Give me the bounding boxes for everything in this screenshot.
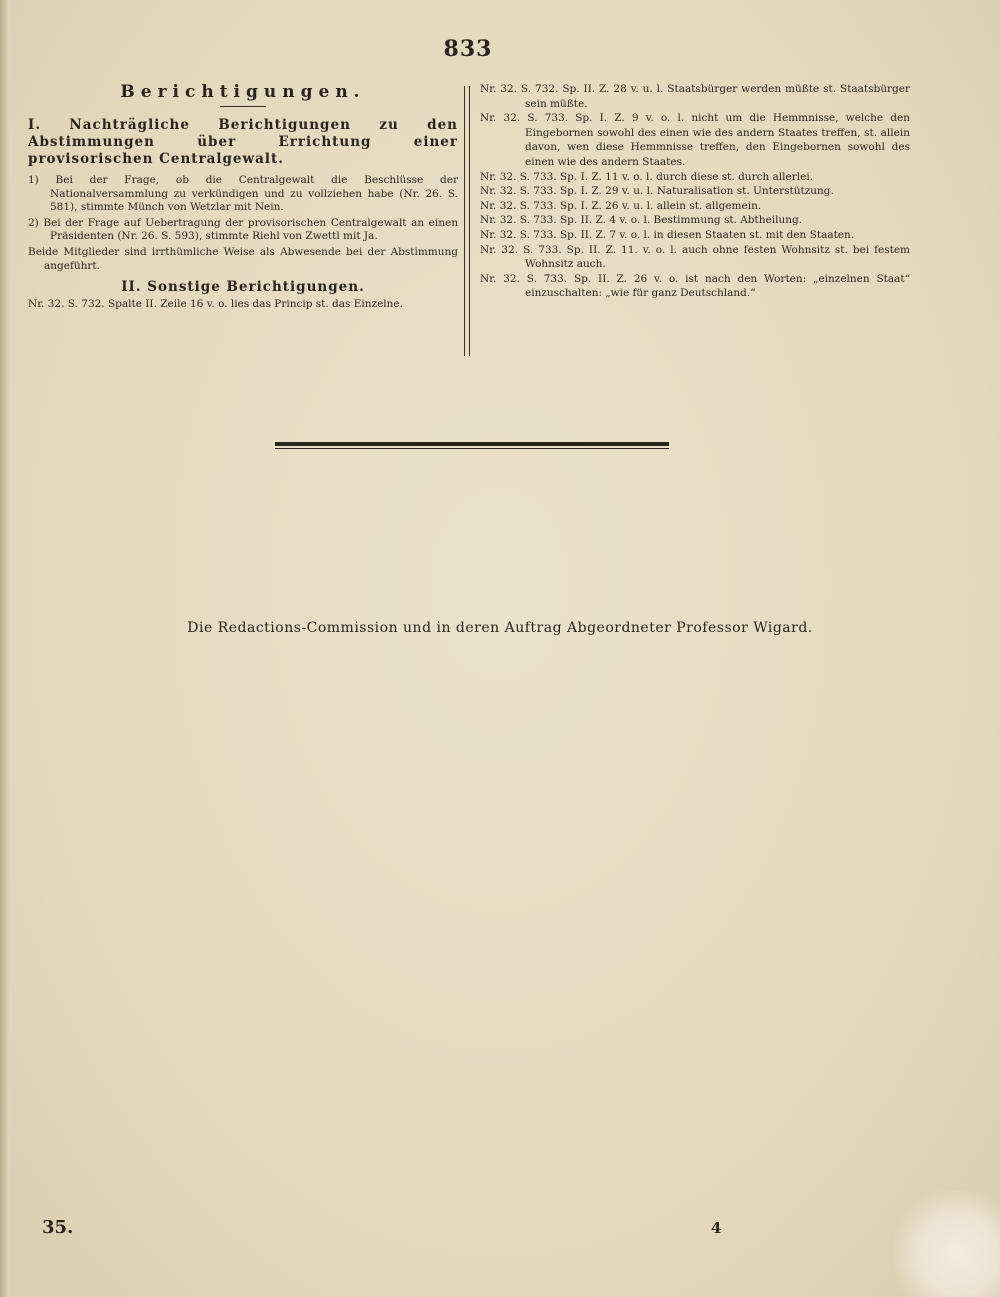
correction-entry: Nr. 32. S. 733. Sp. II. Z. 7 v. o. l. in diesen Staaten st. mit den Staaten. <box>480 228 855 241</box>
section1-entry <box>28 217 458 244</box>
section1-title: I. Nachträgliche Berichtigungen zu den Abstimmungen über Errichtung einer provisorischen Centralgewalt. <box>28 117 458 167</box>
heading-rule <box>220 106 266 107</box>
correction-entry: Nr. 32. S. 733. Sp. II. Z. 26 v. o. ist nach den Worten: „einzelnen Staat“ einzuschalten: „wie für ganz Deutschland.“ <box>480 272 910 300</box>
corrections-heading: Berichtigungen. <box>120 82 366 102</box>
correction-entry: Nr. 32. S. 733. Sp. I. Z. 11 v. o. l. durch diese st. durch allerlei. <box>480 170 814 183</box>
correction-entry: Nr. 32. S. 733. Sp. I. Z. 26 v. u. l. allein st. allgemein. <box>480 199 762 212</box>
page-edge-shadow <box>0 0 10 1297</box>
entry-number: 1) <box>28 174 39 186</box>
section2-title: II. Sonstige Berichtigungen. <box>121 279 365 296</box>
left-column <box>28 82 458 314</box>
section1-note: Beide Mitglieder sind irrthümliche Weise als Abwesende bei der Abstimmung angeführt. <box>28 245 458 272</box>
entry-text: Bei der Frage auf Uebertragung der provisorischen Centralgewalt an einen Präsidenten (Nr. 26. S. 593), stimmte Riehl von Zwettl mit Ja. <box>43 216 458 243</box>
divider-thin-line <box>275 448 669 449</box>
column-divider <box>464 86 470 356</box>
divider-thick-line <box>275 442 669 446</box>
correction-entry: Nr. 32. S. 733. Sp. II. Z. 11. v. o. l. auch ohne festen Wohnsitz st. bei festem Wohnsitz auch. <box>480 243 910 271</box>
entry-number: 2) <box>28 216 39 229</box>
section1-entry <box>28 174 458 215</box>
entry-text: Bei der Frage, ob die Centralgewalt die Beschlüsse der Nationalversammlung zu verkündigen und zu vollziehen habe (Nr. 26. S. 581), stimmte Münch von Wetzlar mit Nein. <box>50 174 458 214</box>
paper-stain <box>895 1190 1000 1297</box>
correction-entry: Nr. 32. S. 733. Sp. I. Z. 9 v. o. l. nicht um die Hemmnisse, welche den Eingebornen sowohl des einen wie des andern Staates treffen, st. allein davon, wen diese Hemmnisse treffen, den Eingebornen sowohl des einen wie des andern Staates. <box>480 112 910 168</box>
sheet-signature: 35. <box>42 1217 74 1238</box>
right-column <box>480 82 910 301</box>
editorial-credit: Die Redactions-Commission und in deren Auftrag Abgeordneter Professor Wigard. <box>187 620 813 636</box>
page-number: 833 <box>443 36 493 62</box>
correction-entry: Nr. 32. S. 733. Sp. I. Z. 29 v. u. l. Naturalisation st. Unterstützung. <box>480 185 834 198</box>
correction-entry: Nr. 32. S. 733. Sp. II. Z. 4 v. o. l. Bestimmung st. Abtheilung. <box>480 214 803 227</box>
correction-entry: Nr. 32. S. 732. Sp. II. Z. 28 v. u. l. Staatsbürger werden müßte st. Staatsbürger sein müßte. <box>480 83 910 110</box>
section-divider-rule <box>275 442 669 450</box>
section2-entry: Nr. 32. S. 732. Spalte II. Zeile 16 v. o. lies das Princip st. das Einzelne. <box>28 298 403 311</box>
sheet-number: 4 <box>711 1219 722 1237</box>
